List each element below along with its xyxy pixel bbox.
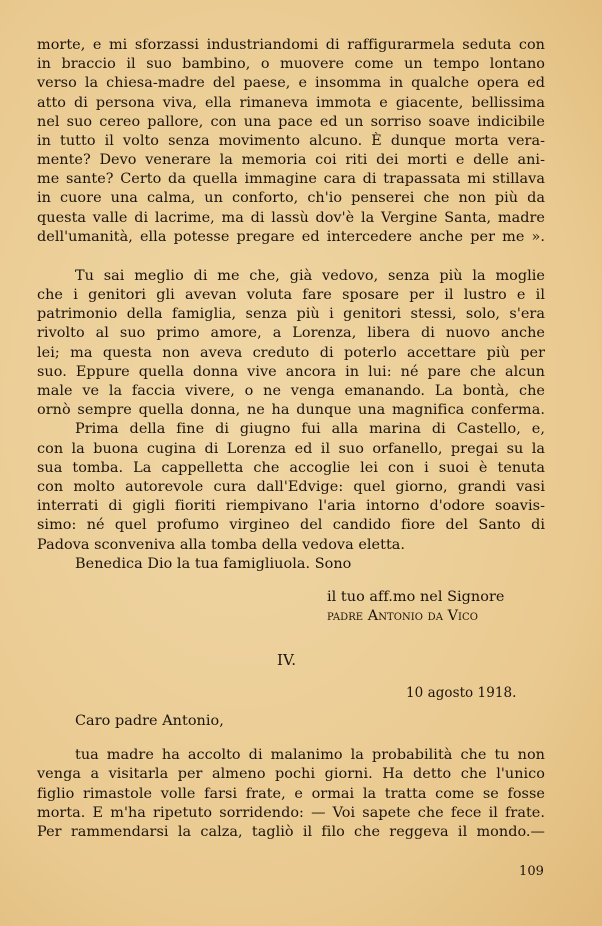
text-line: Padova sconveniva alla tomba della vedova eletta. (37, 537, 406, 553)
text-line: morta. E m'ha ripetuto sorridendo: — Voi sapete che fece il frate. (37, 805, 545, 821)
signature-line-1: il tuo aff.mo nel Signore (327, 589, 505, 605)
text-line: che i genitori gli avevan voluta fare sposare per il lustro e il (37, 287, 545, 303)
text-line: atto di persona viva, ella rimaneva immota e giacente, bellissima (37, 95, 545, 111)
text-line: sua tomba. La cappelletta che accoglie lei con i suoi è tenuta (37, 460, 545, 476)
text-line: Per rammendarsi la calza, tagliò il filo che reggeva il mondo.— (37, 824, 545, 840)
text-line: ornò sempre quella donna, ne ha dunque una magnifica conferma. (37, 402, 545, 418)
text-line: verso la chiesa-madre del paese, e insomma in qualche opera ed (37, 75, 545, 91)
text-line: Prima della fine di giugno fui alla marina di Castello, e, (75, 421, 545, 437)
letter-salutation: Caro padre Antonio, (75, 713, 224, 729)
text-line: me sante? Certo da quella immagine cara di trapassata mi stillava (37, 171, 545, 187)
text-line: questa valle di lacrime, ma di lassù dov'è la Vergine Santa, madre (37, 210, 545, 226)
text-line: in cuore una calma, un conforto, ch'io penserei che non più da (37, 190, 545, 206)
text-line: in braccio il suo bambino, o muovere come un tempo lontano (37, 56, 545, 72)
text-line: mente? Devo venerare la memoria coi riti dei morti e delle ani- (37, 152, 545, 168)
letter-date: 10 agosto 1918. (406, 685, 517, 701)
text-line: patrimonio della famiglia, senza più i genitori stessi, solo, s'era (37, 306, 545, 322)
text-line: Tu sai meglio di me che, già vedovo, senza più la moglie (75, 268, 545, 284)
text-line: tua madre ha accolto di malanimo la probabilità che tu non (75, 747, 545, 763)
text-line: rivolto al suo primo amore, a Lorenza, libera di nuovo anche (37, 325, 545, 341)
text-line: in tutto il volto senza movimento alcuno. È dunque morta vera- (37, 133, 545, 149)
text-line: morte, e mi sforzassi industriandomi di raffigurarmela seduta con (37, 37, 545, 53)
text-line: lei; ma questa non aveva creduto di poterlo accettare più per (37, 345, 545, 361)
section-numeral: IV. (277, 651, 297, 669)
text-line: simo: né quel profumo virgineo del candido fiore del Santo di (37, 517, 545, 533)
text-line: venga a visitarla per almeno pochi giorni. Ha detto che l'unico (37, 766, 545, 782)
text-line: con la buona cugina di Lorenza ed il suo orfanello, pregai su la (37, 441, 545, 457)
text-line: suo. Eppure quella donna vive ancora in lui: né pare che alcun (37, 364, 545, 380)
closing-line: Benedica Dio la tua famigliuola. Sono (75, 556, 352, 572)
text-line: interrati di gigli fioriti riempivano l'aria intorno d'odore soavis- (37, 498, 545, 514)
page-number: 109 (519, 864, 544, 879)
signature-line-2: padre Antonio da Vico (327, 608, 478, 624)
text-line: nel suo cereo pallore, con una pace ed un sorriso soave indicibile (37, 114, 545, 130)
text-line: dell'umanità, ella potesse pregare ed intercedere anche per me ». (37, 229, 545, 245)
text-line: male ve la faccia vivere, o ne venga emanando. La bontà, che (37, 383, 545, 399)
text-line: figlio rimastole volle farsi frate, e ormai la tratta come se fosse (37, 786, 545, 802)
text-line: con molto autorevole cura dall'Edvige: quel giorno, grandi vasi (37, 479, 545, 495)
